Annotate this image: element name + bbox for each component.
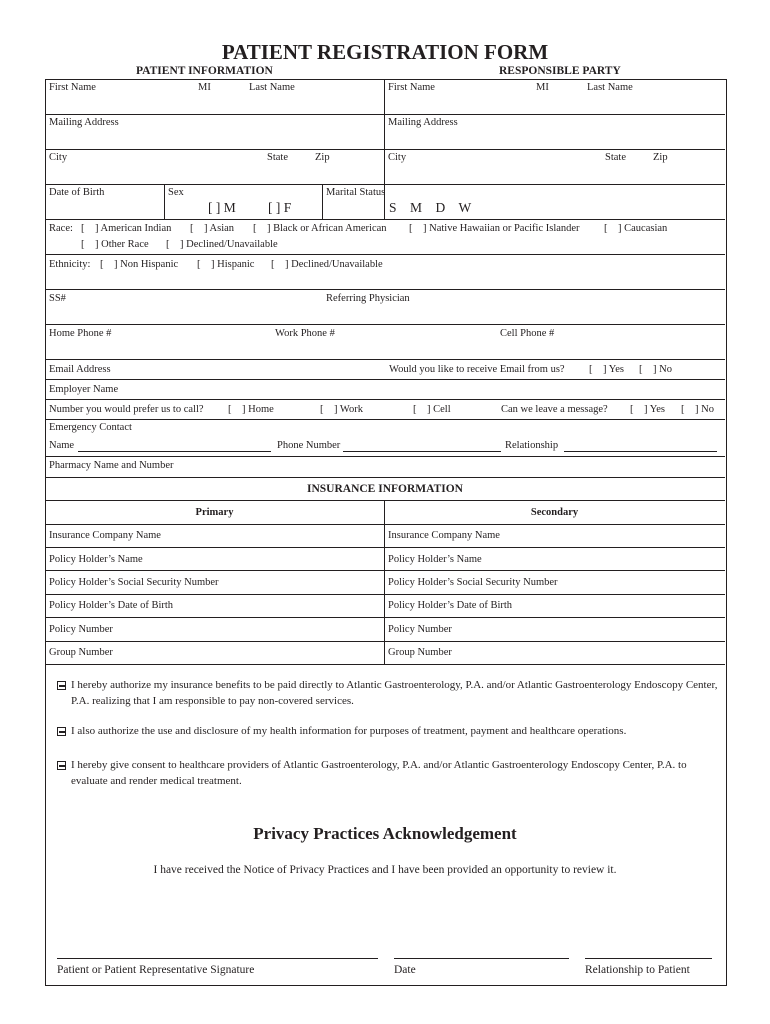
- secondary-policy-holder-name-label: Policy Holder’s Name: [388, 554, 482, 565]
- preferred-number-question: Number you would prefer us to call?: [49, 404, 204, 415]
- column-divider: [384, 500, 385, 664]
- pharmacy-label: Pharmacy Name and Number: [49, 460, 174, 471]
- email-address-label: Email Address: [49, 364, 111, 375]
- secondary-insurance-heading: Secondary: [530, 507, 579, 518]
- privacy-acknowledgement-heading: Privacy Practices Acknowledgement: [253, 824, 517, 843]
- emergency-contact-label: Emergency Contact: [49, 422, 132, 433]
- emergency-relationship-line[interactable]: [564, 442, 717, 452]
- insurance-information-heading: INSURANCE INFORMATION: [306, 483, 463, 495]
- email-no-checkbox[interactable]: [ ] No: [639, 364, 672, 375]
- sex-label: Sex: [168, 187, 184, 198]
- call-work-checkbox[interactable]: [ ] Work: [320, 404, 363, 415]
- primary-group-number-label: Group Number: [49, 647, 113, 658]
- sex-male-checkbox[interactable]: [ ] M: [208, 200, 236, 215]
- column-divider: [322, 184, 323, 219]
- patient-mi-label: MI: [198, 82, 211, 93]
- marital-status-label: Marital Status: [326, 187, 386, 198]
- home-phone-label: Home Phone #: [49, 328, 112, 339]
- responsible-mailing-address-label: Mailing Address: [388, 117, 458, 128]
- ethnicity-declined-checkbox[interactable]: [ ] Declined/Unavailable: [271, 259, 383, 270]
- row-divider: [45, 477, 725, 478]
- emergency-phone-line[interactable]: [343, 442, 501, 452]
- secondary-policy-holder-dob-label: Policy Holder’s Date of Birth: [388, 600, 513, 611]
- form-title: PATIENT REGISTRATION FORM: [221, 40, 549, 64]
- responsible-first-name-label: First Name: [388, 82, 435, 93]
- emergency-relationship-label: Relationship: [505, 440, 559, 451]
- consent-disclosure-text: I also authorize the use and disclosure of my health information for purposes of treatment, payment and healthcare operations.: [71, 725, 627, 737]
- marital-status-options[interactable]: S M D W: [389, 200, 472, 215]
- secondary-policy-number-label: Policy Number: [388, 624, 452, 635]
- race-caucasian-checkbox[interactable]: [ ] Caucasian: [604, 223, 668, 234]
- emergency-name-line[interactable]: [78, 442, 271, 452]
- patient-last-name-label: Last Name: [249, 82, 295, 93]
- primary-policy-number-label: Policy Number: [49, 624, 113, 635]
- signature-label: Patient or Patient Representative Signature: [57, 964, 255, 976]
- date-of-birth-label: Date of Birth: [49, 187, 105, 198]
- row-divider: [45, 500, 725, 501]
- patient-first-name-label: First Name: [49, 82, 96, 93]
- row-divider: [45, 524, 725, 525]
- ethnicity-non-hispanic-checkbox[interactable]: [ ] Non Hispanic: [100, 259, 179, 270]
- message-yes-checkbox[interactable]: [ ] Yes: [630, 404, 666, 415]
- emergency-phone-label: Phone Number: [277, 440, 341, 451]
- row-divider: [45, 594, 725, 595]
- consent-benefits-text: I hereby authorize my insurance benefits to be paid directly to Atlantic Gastroenterology, P.A. and/or Atlantic Gastroenterology Endoscopy Center, P.A. realizing that I am responsible to pay non-covered services.: [71, 679, 718, 707]
- row-divider: [45, 617, 725, 618]
- patient-city-label: City: [49, 152, 68, 163]
- responsible-party-heading: RESPONSIBLE PARTY: [499, 65, 621, 77]
- row-divider: [45, 184, 725, 185]
- privacy-statement: I have received the Notice of Privacy Practices and I have been provided an opportunity to review it.: [153, 864, 617, 876]
- row-divider: [45, 289, 725, 290]
- primary-insurance-company-label: Insurance Company Name: [49, 530, 161, 541]
- call-home-checkbox[interactable]: [ ] Home: [228, 404, 274, 415]
- consent-treatment-checkbox[interactable]: [57, 761, 66, 770]
- primary-policy-holder-dob-label: Policy Holder’s Date of Birth: [49, 600, 174, 611]
- row-divider: [45, 399, 725, 400]
- race-other-checkbox[interactable]: [ ] Other Race: [81, 239, 149, 250]
- row-divider: [45, 664, 725, 665]
- emergency-name-label: Name: [49, 440, 75, 451]
- date-label: Date: [394, 964, 416, 976]
- race-label: Race:: [49, 223, 73, 234]
- cell-phone-label: Cell Phone #: [500, 328, 555, 339]
- secondary-insurance-company-label: Insurance Company Name: [388, 530, 500, 541]
- row-divider: [45, 547, 725, 548]
- column-divider: [164, 184, 165, 219]
- patient-information-heading: PATIENT INFORMATION: [136, 65, 273, 77]
- responsible-city-label: City: [388, 152, 407, 163]
- consent-treatment-text: I hereby give consent to healthcare providers of Atlantic Gastroenterology, P.A. and/or Atlantic Gastroenterology Endoscopy Center, P.A. to evaluate and render medical treatment.: [71, 759, 687, 787]
- patient-zip-label: Zip: [315, 152, 330, 163]
- ethnicity-hispanic-checkbox[interactable]: [ ] Hispanic: [197, 259, 255, 270]
- responsible-zip-label: Zip: [653, 152, 668, 163]
- row-divider: [45, 114, 725, 115]
- race-declined-checkbox[interactable]: [ ] Declined/Unavailable: [166, 239, 278, 250]
- race-black-checkbox[interactable]: [ ] Black or African American: [253, 223, 387, 234]
- email-preference-question: Would you like to receive Email from us?: [389, 364, 565, 375]
- responsible-state-label: State: [605, 152, 626, 163]
- row-divider: [45, 570, 725, 571]
- consent-benefits-checkbox[interactable]: [57, 681, 66, 690]
- signature-line[interactable]: [57, 958, 378, 959]
- row-divider: [45, 254, 725, 255]
- secondary-group-number-label: Group Number: [388, 647, 452, 658]
- responsible-last-name-label: Last Name: [587, 82, 633, 93]
- date-line[interactable]: [394, 958, 569, 959]
- email-yes-checkbox[interactable]: [ ] Yes: [589, 364, 625, 375]
- column-divider: [384, 79, 385, 219]
- ethnicity-label: Ethnicity:: [49, 259, 91, 270]
- responsible-mi-label: MI: [536, 82, 549, 93]
- row-divider: [45, 324, 725, 325]
- relationship-to-patient-label: Relationship to Patient: [585, 964, 690, 976]
- employer-name-label: Employer Name: [49, 384, 119, 395]
- call-cell-checkbox[interactable]: [ ] Cell: [413, 404, 451, 415]
- row-divider: [45, 359, 725, 360]
- row-divider: [45, 379, 725, 380]
- primary-policy-holder-ssn-label: Policy Holder’s Social Security Number: [49, 577, 219, 588]
- patient-state-label: State: [267, 152, 288, 163]
- row-divider: [45, 419, 725, 420]
- consent-disclosure-checkbox[interactable]: [57, 727, 66, 736]
- row-divider: [45, 149, 725, 150]
- patient-mailing-address-label: Mailing Address: [49, 117, 119, 128]
- race-asian-checkbox[interactable]: [ ] Asian: [190, 223, 235, 234]
- race-american-indian-checkbox[interactable]: [ ] American Indian: [81, 223, 172, 234]
- race-hawaiian-checkbox[interactable]: [ ] Native Hawaiian or Pacific Islander: [409, 223, 580, 234]
- referring-physician-label: Referring Physician: [326, 293, 410, 304]
- primary-insurance-heading: Primary: [195, 507, 234, 518]
- message-no-checkbox[interactable]: [ ] No: [681, 404, 714, 415]
- row-divider: [45, 641, 725, 642]
- primary-policy-holder-name-label: Policy Holder’s Name: [49, 554, 143, 565]
- ss-number-label: SS#: [49, 293, 66, 304]
- work-phone-label: Work Phone #: [275, 328, 335, 339]
- relationship-line[interactable]: [585, 958, 712, 959]
- sex-female-checkbox[interactable]: [ ] F: [268, 200, 292, 215]
- leave-message-question: Can we leave a message?: [501, 404, 608, 415]
- row-divider: [45, 219, 725, 220]
- secondary-policy-holder-ssn-label: Policy Holder’s Social Security Number: [388, 577, 558, 588]
- row-divider: [45, 456, 725, 457]
